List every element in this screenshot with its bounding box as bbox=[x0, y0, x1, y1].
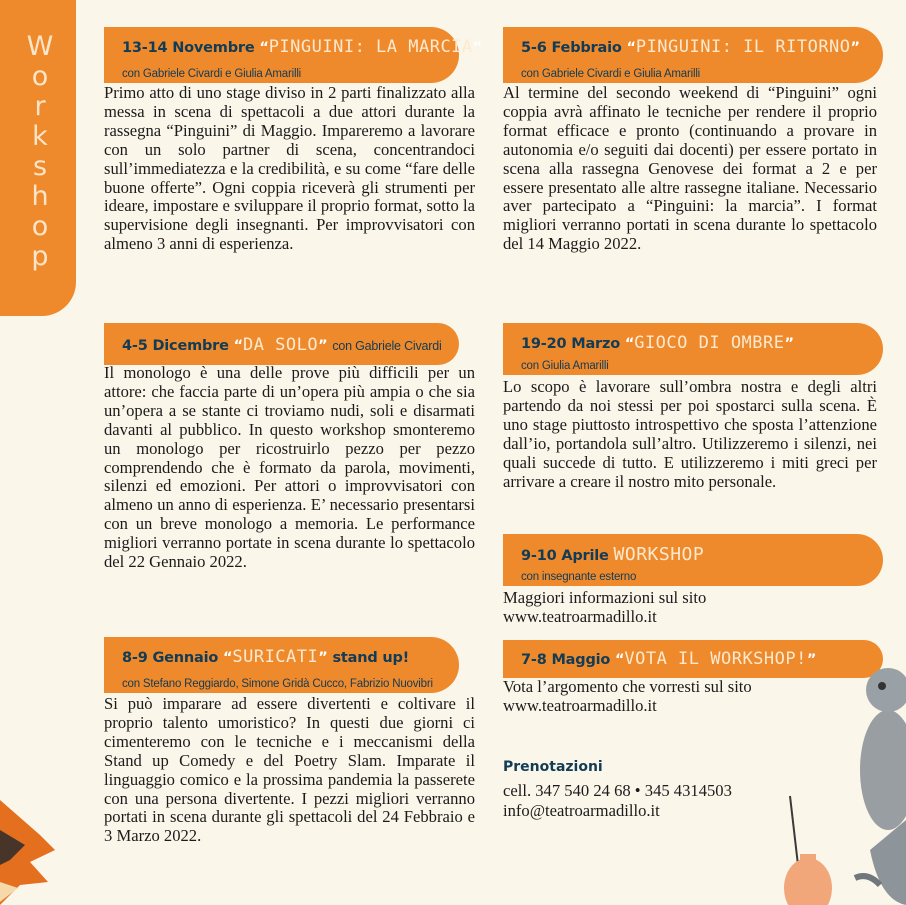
workshop-title: WORKSHOP bbox=[613, 544, 705, 565]
creature-illustration bbox=[770, 650, 906, 905]
workshop-teachers: con Gabriele Civardi e Giulia Amarilli bbox=[521, 68, 701, 80]
workshop-dates: 5-6 Febbraio bbox=[521, 40, 622, 56]
workshop-title: PINGUINI: LA MARCIA bbox=[268, 37, 473, 57]
workshop-header-da-solo: 4-5 Dicembre “DA SOLO” con Gabriele Civardi bbox=[104, 323, 459, 365]
vote-website-link[interactable]: www.teatroarmadillo.it bbox=[503, 696, 657, 715]
workshop-header-vota: 7-8 Maggio “VOTA IL WORKSHOP!” bbox=[503, 640, 883, 678]
workshop-dates: 4-5 Dicembre bbox=[122, 338, 229, 354]
workshop-description: Al termine del secondo weekend di “Pinguini” ogni coppia avrà affinato le tecniche per rendere il proprio format efficace e pronto (continuando a provare in autonomia e/o seguiti dai docenti) per essere portato in scena alla rassegna Genovese dei format a 2 e per essere presentato alle altre rassegne italiane. Necessario aver partecipato a “Pinguini: la marcia”. I format migliori verranno portati in scena durante lo spettacolo del 14 Maggio 2022. bbox=[503, 83, 877, 254]
workshop-title: PINGUINI: IL RITORNO bbox=[635, 37, 851, 57]
workshop-dates: 8-9 Gennaio bbox=[122, 650, 219, 666]
workshop-header-pinguini-marcia: 13-14 Novembre “PINGUINI: LA MARCIA” con Gabriele Civardi e Giulia Amarilli bbox=[104, 27, 459, 83]
workshop-info-line: Maggiori informazioni sul sito bbox=[503, 588, 707, 607]
workshop-dates: 7-8 Maggio bbox=[521, 652, 611, 668]
workshop-teachers: con Gabriele Civardi e Giulia Amarilli bbox=[122, 68, 302, 80]
sidebar-tab bbox=[0, 0, 76, 316]
workshop-description: Primo atto di uno stage diviso in 2 parti finalizzato alla messa in scena di spettacoli a due attori durante la rassegna “Pinguini” di Maggio. Impareremo a lavorare con un solo partner di scena, concentrandoci sull’immediatezza e la credibilità, e su come “fare delle buone offerte”. Ogni coppia riceverà gli strumenti per ideare, impostare e sviluppare il proprio format, sotto la supervisione degli insegnanti. Per improvvisatori con almeno 3 anni di esperienza. bbox=[104, 83, 475, 254]
workshop-teachers: con insegnante esterno bbox=[521, 571, 637, 583]
sidebar-title: W o r k s h o p bbox=[26, 31, 54, 272]
workshop-title: VOTA IL WORKSHOP! bbox=[624, 649, 807, 669]
workshop-title: SURICATI bbox=[232, 647, 319, 667]
workshop-description: Si può imparare ad essere divertenti e coltivare il proprio talento umoristico? In questi due giorni ci cimenteremo con le tecniche e i meccanismi della Stand up Comedy e del Poetry Slam. Imparate il linguaggio comico e la prossima pandemia la passerete con una persona divertente. I pezzi migliori verranno portati in scena durante gli spettacoli del 24 Febbraio e 3 Marzo 2022. bbox=[104, 694, 475, 846]
fox-tail-illustration bbox=[0, 790, 60, 905]
workshop-teachers: con Giulia Amarilli bbox=[521, 360, 609, 372]
prenotazioni-phone: cell. 347 540 24 68 • 345 4314503 bbox=[503, 781, 732, 800]
prenotazioni-heading: Prenotazioni bbox=[503, 759, 603, 775]
workshop-title-extra: stand up! bbox=[332, 650, 410, 666]
workshop-title: GIOCO DI OMBRE bbox=[634, 333, 785, 353]
workshop-header-pinguini-ritorno: 5-6 Febbraio “PINGUINI: IL RITORNO” con Gabriele Civardi e Giulia Amarilli bbox=[503, 27, 883, 83]
workshop-dates: 19-20 Marzo bbox=[521, 336, 620, 352]
workshop-header-aprile bbox=[503, 534, 883, 586]
workshop-title: DA SOLO bbox=[242, 335, 319, 355]
workshop-dates: 9-10 Aprile bbox=[521, 548, 609, 564]
prenotazioni-email[interactable]: info@teatroarmadillo.it bbox=[503, 801, 660, 820]
workshop-teachers: con Gabriele Civardi bbox=[332, 339, 442, 353]
workshop-description: Lo scopo è lavorare sull’ombra nostra e degli altri partendo da noi stessi per poi spostarci sulla scena. È uno stage piuttosto introspettivo che sposta l’attenzione dall’io, portandola sull’altro. Utilizzeremo i silenzi, nei quali succede di tutto. E utilizzeremo i miti greci per arrivare a creare il nostro mito personale. bbox=[503, 377, 877, 491]
vote-info-line: Vota l’argomento che vorresti sul sito bbox=[503, 677, 752, 696]
workshop-dates: 13-14 Novembre bbox=[122, 40, 255, 56]
workshop-teachers: con Stefano Reggiardo, Simone Gridà Cucco, Fabrizio Nuovibri bbox=[122, 678, 433, 690]
workshop-header-gioco-ombre: 19-20 Marzo “GIOCO DI OMBRE” con Giulia Amarilli bbox=[503, 323, 883, 375]
workshop-header-suricati: 8-9 Gennaio “SURICATI” stand up! con Stefano Reggiardo, Simone Gridà Cucco, Fabrizio Nuovibri bbox=[104, 637, 459, 693]
workshop-website-link[interactable]: www.teatroarmadillo.it bbox=[503, 607, 657, 626]
workshop-description: Il monologo è una delle prove più difficili per un attore: che faccia parte di un’opera più ampia o che sia un’opera a se stante ci troviamo nudi, soli e disarmati davanti al pubblico. In questo workshop smonteremo un monologo per ricostruirlo pezzo per pezzo comprendendo che è formato da parola, movimenti, silenzi ed emozioni. Per attori o improvvisatori con almeno un anno di esperienza. E’ necessario presentarsi con un breve monologo a memoria. Le performance migliori verranno portate in scena durante lo spettacolo del 22 Gennaio 2022. bbox=[104, 363, 475, 572]
